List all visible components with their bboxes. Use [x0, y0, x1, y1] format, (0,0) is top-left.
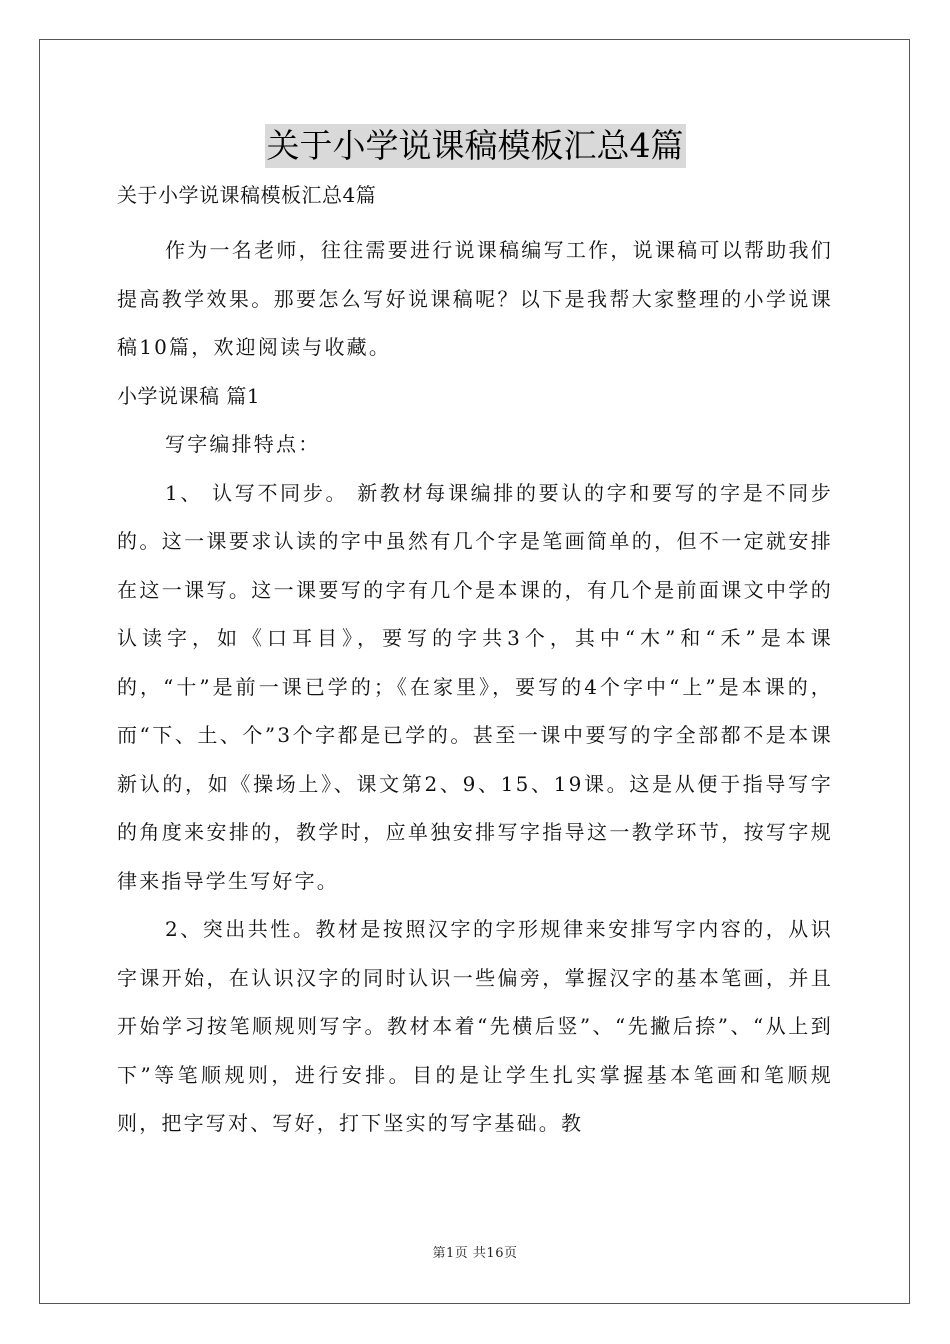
- paragraph-point-1: 1、 认写不同步。 新教材每课编排的要认的字和要写的字是不同步的。这一课要求认读的字中虽然有几个字是笔画简单的，但不一定就安排在这一课写。这一课要写的字有几个是本课的，有几个是前面课文中学的认读字，如《口耳目》，要写的字共3个，其中“木”和“禾”是本课的，“十”是前一课已学的；《在家里》，要写的4个字中“上”是本课的，而“下、土、个”3个字都是已学的。甚至一课中要写的字全部都不是本课新认的，如《操场上》、课文第2、9、15、19课。这是从便于指导写字的角度来安排的，教学时，应单独安排写字指导这一教学环节，按写字规律来指导学生写好字。: [117, 480, 833, 893]
- intro-paragraph: 作为一名老师，往往需要进行说课稿编写工作，说课稿可以帮助我们提高教学效果。那要怎么写好说课稿呢？以下是我帮大家整理的小学说课稿10篇，欢迎阅读与收藏。: [117, 238, 833, 359]
- document-title: 关于小学说课稿模板汇总4篇: [265, 124, 686, 168]
- title-wrap: [117, 124, 833, 172]
- document-subtitle: 关于小学说课稿模板汇总4篇: [117, 183, 377, 207]
- paragraph-point-2: 2、突出共性。教材是按照汉字的字形规律来安排写字内容的，从识字课开始，在认识汉字的同时认识一些偏旁，掌握汉字的基本笔画，并且开始学习按笔顺规则写字。教材本着“先横后竖”、“先撇后捺”、“从上到下”等笔顺规则，进行安排。目的是让学生扎实掌握基本笔画和笔顺规则，把字写对、写好，打下坚实的写字基础。教: [117, 917, 833, 1135]
- page-footer: 第1页 共16页: [432, 1246, 518, 1261]
- paragraph-writing-features: 写字编排特点：: [165, 432, 321, 456]
- document-body: [117, 124, 833, 1148]
- section-heading: 小学说课稿 篇1: [117, 383, 261, 408]
